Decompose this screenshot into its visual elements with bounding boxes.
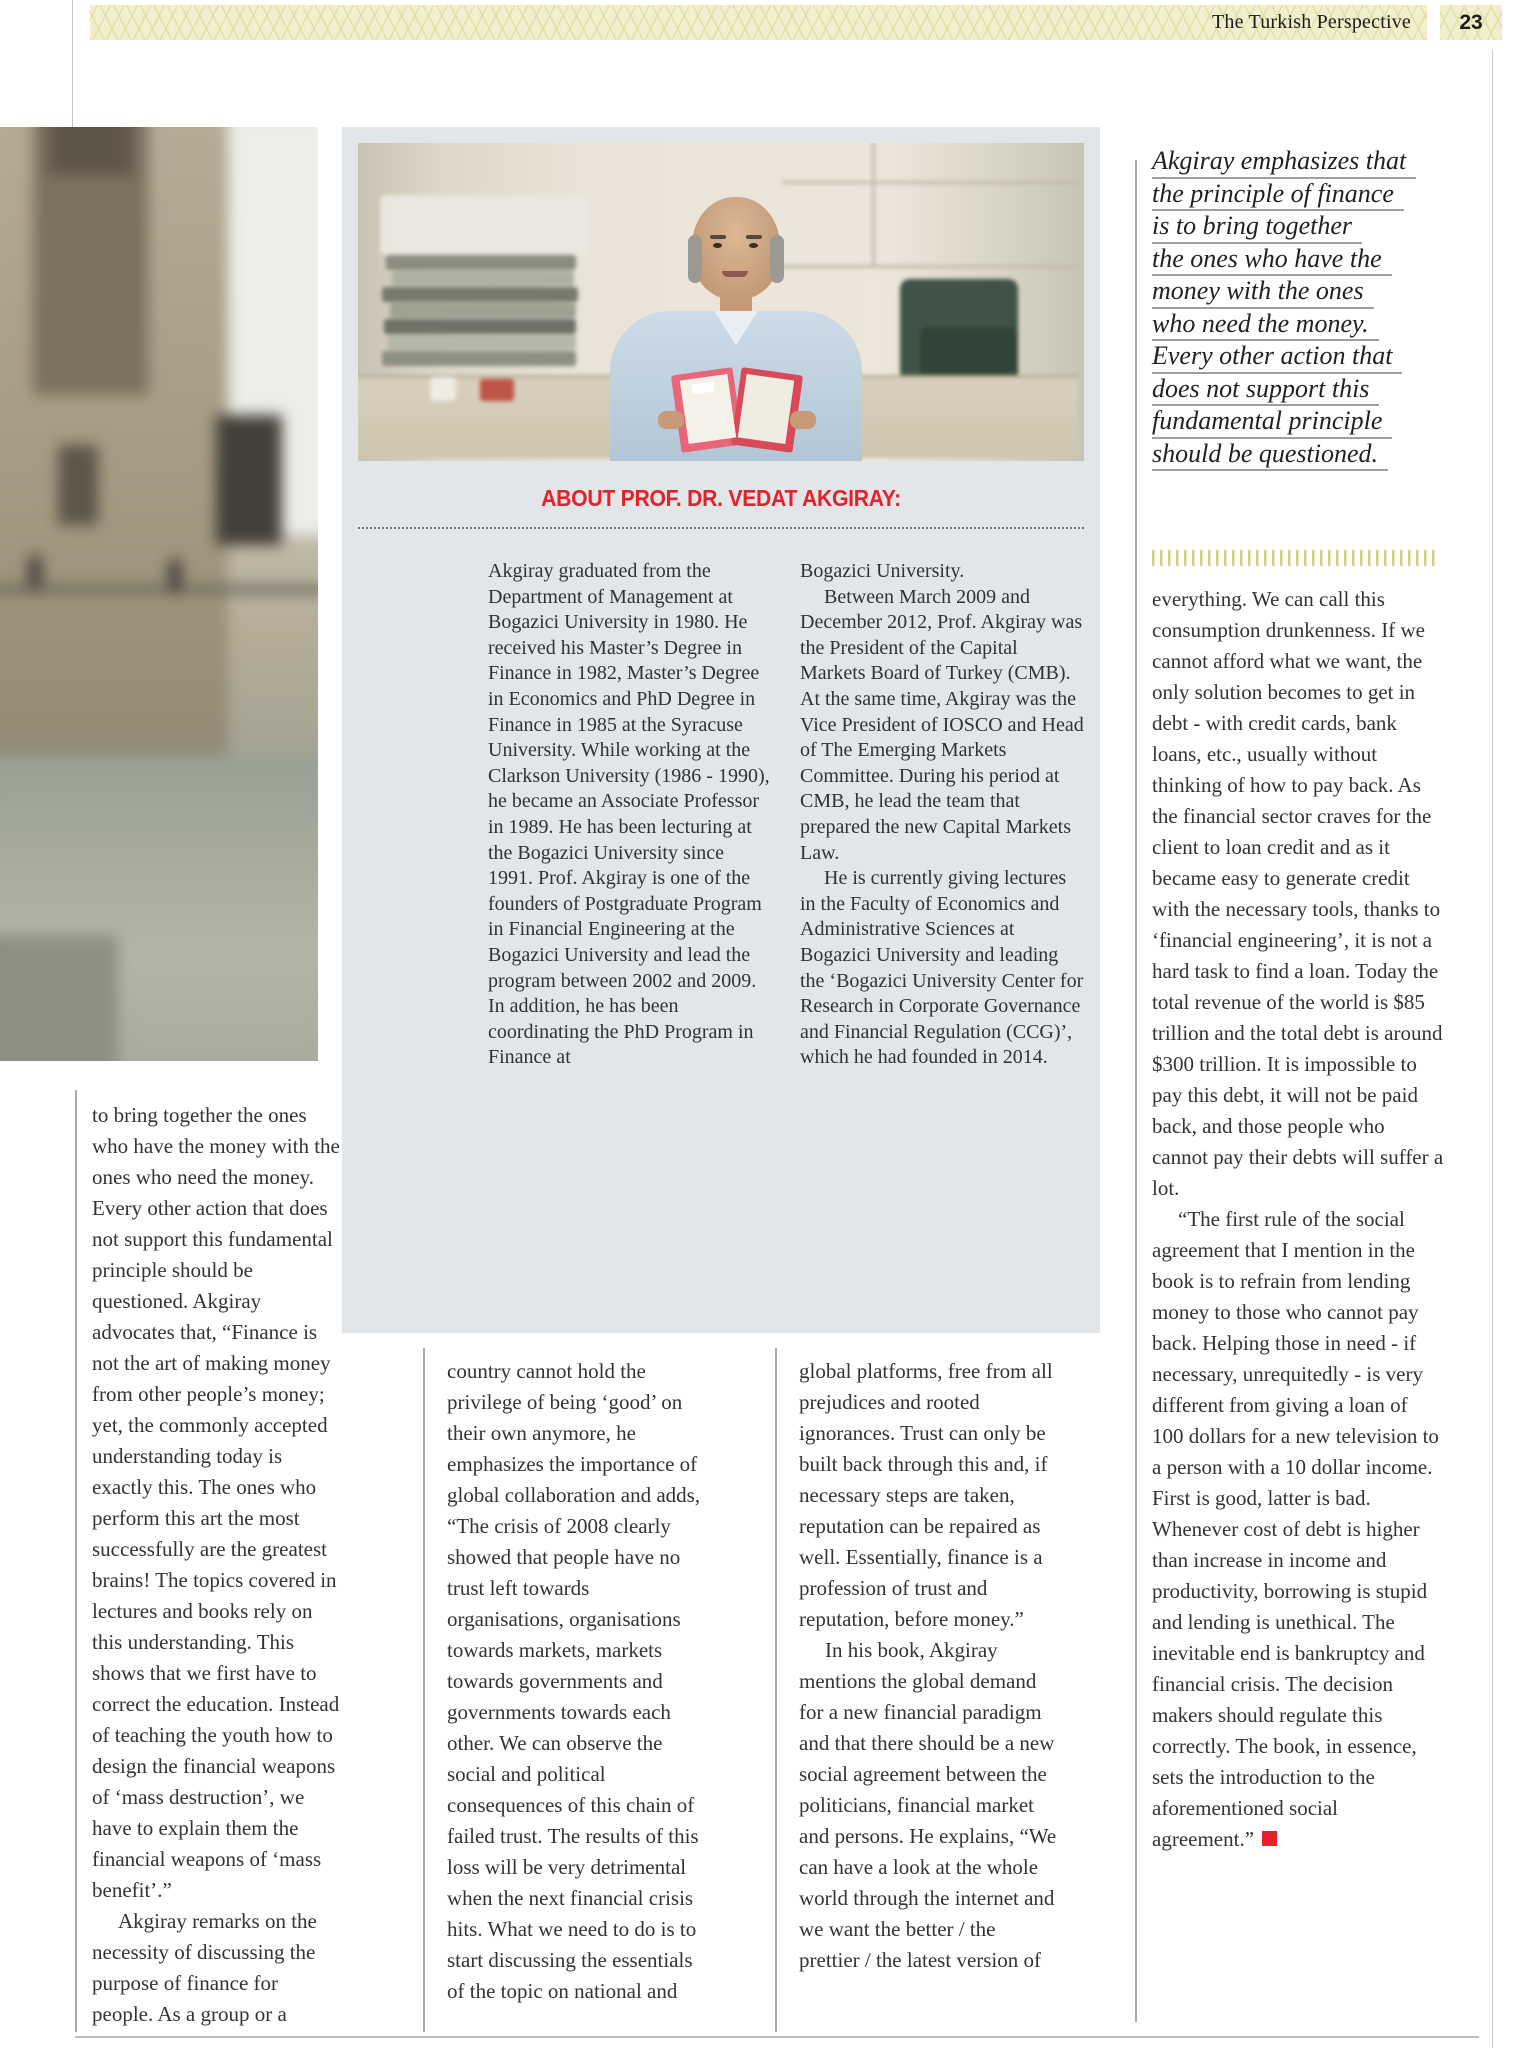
pull-quote-line: the ones who have the bbox=[1152, 244, 1392, 277]
bio-paragraph: He is currently giving lectures in the Faculty of Economics and Administrative Sciences at Bogazici University and leading the ‘Bogazici University Center for Research in Corporate Governance and Financial Regulation (CCG)’, which he had founded in 2014. bbox=[800, 867, 1084, 1069]
pull-quote-line: Every other action that bbox=[1152, 341, 1402, 374]
pull-quote-line: Akgiray emphasizes that bbox=[1152, 146, 1416, 179]
paragraph: global platforms, free from all prejudices and rooted ignorances. Trust can only be built back through this and, if necessary steps are taken, reputation can be repaired as well. Essentially, finance is a profession of trust and reputation, before money.” bbox=[799, 1359, 1053, 1631]
man-figure bbox=[358, 143, 1084, 461]
paragraph: In his book, Akgiray mentions the global demand for a new financial paradigm and that there should be a new social agreement between the politicians, financial market and persons. He explains, “We can have a look at the whole world through the internet and we want the better / the prettier / the latest version of bbox=[799, 1638, 1057, 1972]
paragraph-text: “The first rule of the social agreement that I mention in the book is to refrain from lending money to those who cannot pay back. Helping those in need - if necessary, unrequitedly - is very different from giving a loan of 100 dollars for a new television to a person with a 10 dollar income. First is good, latter is bad. Whenever cost of debt is higher than increase in income and productivity, borrowing is stupid and lending is unethical. The inevitable end is bankruptcy and financial crisis. The decision makers should regulate this correctly. The book, in essence, sets the introduction to the aforementioned social agreement.” bbox=[1152, 1207, 1439, 1851]
bio-paragraph: Between March 2009 and December 2012, Prof. Akgiray was the President of the Capital Markets Board of Turkey (CMB). At the same time, Akgiray was the Vice President of IOSCO and Head of The Emerging Markets Committee. During his period at CMB, he lead the team that prepared the new Capital Markets Law. bbox=[800, 585, 1084, 864]
pull-quote-line: money with the ones bbox=[1152, 276, 1374, 309]
portrait-photo bbox=[358, 143, 1084, 461]
bio-column-2 bbox=[800, 559, 1084, 1071]
column-rule bbox=[1135, 160, 1137, 2022]
pull-quote bbox=[1152, 146, 1464, 471]
about-heading: ABOUT PROF. DR. VEDAT AKGIRAY: bbox=[541, 485, 901, 511]
article-column-4 bbox=[1152, 584, 1444, 1855]
top-left-rule bbox=[72, 0, 73, 140]
column-rule bbox=[75, 1090, 77, 2032]
article-column-1 bbox=[92, 1100, 344, 2030]
pull-quote-line: does not support this bbox=[1152, 374, 1379, 407]
paragraph: country cannot hold the privilege of being ‘good’ on their own anymore, he emphasizes the importance of global collaboration and adds, “The crisis of 2008 clearly showed that people have no trust left towards organisations, organisations towards markets, markets towards governments and governments towards each other. We can observe the social and political consequences of this chain of failed trust. The results of this loss will be very detrimental when the next financial crisis hits. What we need to do is to start discussing the essentials of the topic on national and bbox=[447, 1359, 701, 2003]
pull-quote-line: is to bring together bbox=[1152, 211, 1362, 244]
end-mark-square bbox=[1262, 1831, 1277, 1846]
page-header-band bbox=[90, 5, 1427, 40]
pull-quote-line: should be questioned. bbox=[1152, 439, 1388, 472]
bottom-page-rule bbox=[75, 2036, 1479, 2038]
left-building-photo bbox=[0, 127, 318, 1061]
bio-paragraph: Bogazici University. bbox=[800, 560, 965, 582]
paragraph: to bring together the ones who have the money with the ones who need the money. Every other action that does not support this fundamental principle should be questioned. Akgiray advocates that, “Finance is not the art of making money from other people’s money; yet, the commonly accepted understanding today is exactly this. The ones who perform this art the most successfully are the greatest brains! The topics covered in lectures and books rely on this understanding. This shows that we first have to correct the education. Instead of teaching the youth how to design the financial weapons of ‘mass destruction’, we have to explain them the financial weapons of ‘mass benefit’.” bbox=[92, 1103, 340, 1902]
article-column-3 bbox=[799, 1356, 1059, 1976]
about-box bbox=[342, 127, 1100, 1333]
right-page-rule bbox=[1492, 50, 1493, 2048]
column-rule bbox=[775, 1348, 777, 2032]
section-title: The Turkish Perspective bbox=[1211, 11, 1411, 33]
bio-text bbox=[358, 559, 1084, 1071]
bio-paragraph: Akgiray graduated from the Department of Management at Bogazici University in 1980. He received his Master’s Degree in Finance in 1982, Master’s Degree in Economics and PhD Degree in Finance in 1985 at the Syracuse University. While working at the Clarkson University (1986 - 1990), he became an Associate Professor in 1989. He has been lecturing at the Bogazici University since 1991. Prof. Akgiray is one of the founders of Postgraduate Program in Financial Engineering at the Bogazici University and lead the program between 2002 and 2009. In addition, he has been coordinating the PhD Program in Finance at bbox=[488, 560, 770, 1069]
dotted-divider bbox=[358, 526, 1084, 529]
pull-quote-line: the principle of finance bbox=[1152, 179, 1404, 212]
column-rule bbox=[423, 1348, 425, 2032]
paragraph: Akgiray remarks on the necessity of discussing the purpose of finance for people. As a group or a bbox=[92, 1909, 317, 2026]
dash-divider bbox=[1152, 550, 1438, 566]
article-column-2 bbox=[447, 1356, 705, 2007]
pull-quote-line: fundamental principle bbox=[1152, 406, 1392, 439]
page-number: 23 bbox=[1440, 5, 1502, 40]
paragraph bbox=[1152, 1204, 1444, 1855]
paragraph: everything. We can call this consumption drunkenness. If we cannot afford what we want, the only solution becomes to get in debt - with credit cards, bank loans, etc., usually without thinking of how to pay back. As the financial sector craves for the client to loan credit and as it became easy to generate credit with the necessary tools, thanks to ‘financial engineering’, it is not a hard task to find a loan. Today the total revenue of the world is $85 trillion and the total debt is around $300 trillion. It is impossible to pay this debt, it will not be paid back, and those people who cannot pay their debts will suffer a lot. bbox=[1152, 587, 1444, 1200]
bio-column-1 bbox=[488, 559, 772, 1071]
pull-quote-line: who need the money. bbox=[1152, 309, 1379, 342]
